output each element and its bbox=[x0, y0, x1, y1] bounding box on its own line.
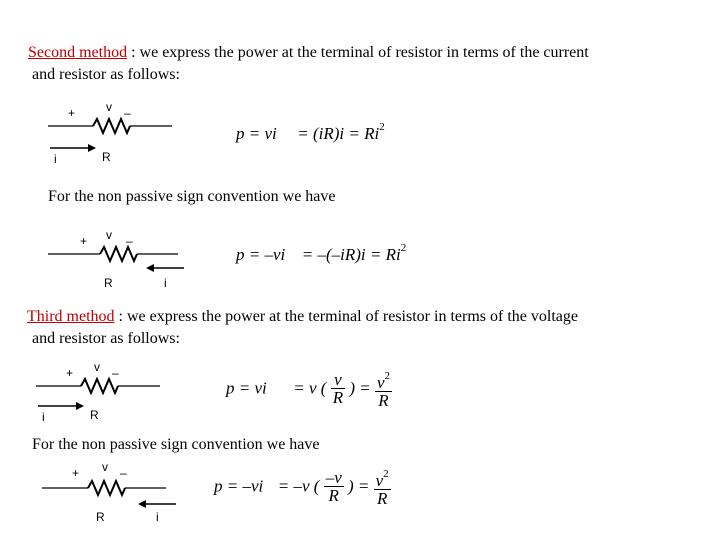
current-label: i bbox=[54, 152, 57, 166]
denominator: R bbox=[375, 391, 392, 409]
eq1-left: p = vi bbox=[236, 124, 277, 143]
numerator: $v^2$ bbox=[376, 370, 391, 392]
eq4-left: p = –vi bbox=[214, 476, 264, 496]
circuit-2-drawing bbox=[48, 226, 188, 296]
equation-4 bbox=[214, 466, 391, 507]
voltage-label: v bbox=[106, 100, 112, 114]
circuit-4-drawing bbox=[42, 462, 182, 532]
voltage-label: v bbox=[102, 460, 108, 474]
eq4-fraction-1 bbox=[324, 469, 344, 504]
third-method-text: : we express the power at the terminal of resistor in terms of the voltage bbox=[114, 308, 578, 325]
plus-label: + bbox=[68, 106, 76, 120]
circuit-1 bbox=[48, 98, 178, 173]
numerator: $v^2$ bbox=[375, 468, 389, 490]
plus-label: + bbox=[66, 366, 74, 380]
second-method-line2: and resistor as follows: bbox=[32, 66, 180, 83]
third-method-title: Third method bbox=[27, 308, 115, 325]
resistor-label: R bbox=[96, 510, 105, 524]
circuit-4 bbox=[42, 462, 182, 537]
resistor-label: R bbox=[102, 150, 111, 164]
eq2-left: p = –vi bbox=[236, 245, 286, 264]
eq3-fraction-1 bbox=[331, 371, 345, 406]
plus-label: + bbox=[72, 466, 80, 480]
numerator: v bbox=[334, 370, 342, 389]
minus-label: – bbox=[124, 106, 131, 120]
eq3-mid: = v ( bbox=[293, 378, 327, 398]
non-passive-text-2: For the non passive sign convention we have bbox=[32, 436, 320, 453]
numerator: –v bbox=[325, 468, 342, 487]
voltage-label: v bbox=[106, 228, 112, 242]
minus-label: – bbox=[112, 366, 119, 380]
voltage-label: v bbox=[94, 360, 100, 374]
second-method-text: : we express the power at the terminal of resistor in terms of the current bbox=[127, 44, 589, 61]
eq2-exponent: 2 bbox=[400, 242, 407, 254]
eq1-right: = (iR)i = Ri bbox=[297, 124, 380, 143]
eq3-fraction-2 bbox=[375, 368, 392, 409]
denominator: R bbox=[332, 388, 344, 407]
eq4-fraction-2 bbox=[374, 466, 391, 507]
non-passive-text-1: For the non passive sign convention we have bbox=[48, 188, 336, 205]
circuit-3 bbox=[36, 358, 166, 433]
minus-label: – bbox=[126, 234, 133, 248]
eq3-close: ) = bbox=[349, 378, 371, 398]
circuit-3-drawing bbox=[36, 358, 166, 428]
denominator: R bbox=[324, 486, 344, 504]
plus-label: + bbox=[80, 234, 88, 248]
equation-3 bbox=[226, 368, 392, 409]
eq3-left: p = vi bbox=[226, 378, 267, 398]
equation-1 bbox=[236, 121, 385, 144]
eq1-exponent: 2 bbox=[379, 121, 385, 133]
current-label: i bbox=[42, 410, 45, 424]
current-label: i bbox=[156, 510, 159, 524]
current-label: i bbox=[164, 276, 167, 290]
eq2-right: = –(–iR)i = Ri bbox=[301, 245, 401, 264]
minus-label: – bbox=[120, 466, 127, 480]
second-method-title: Second method bbox=[28, 44, 128, 61]
eq4-close: ) = bbox=[347, 476, 370, 496]
eq4-mid: = –v ( bbox=[277, 476, 320, 496]
resistor-label: R bbox=[104, 276, 113, 290]
circuit-2 bbox=[48, 226, 188, 301]
equation-2 bbox=[236, 242, 406, 265]
third-method-line1 bbox=[27, 306, 578, 327]
resistor-label: R bbox=[90, 408, 99, 422]
third-method-line2: and resistor as follows: bbox=[32, 330, 180, 347]
second-method-line1 bbox=[28, 42, 589, 63]
denominator: R bbox=[374, 489, 391, 507]
